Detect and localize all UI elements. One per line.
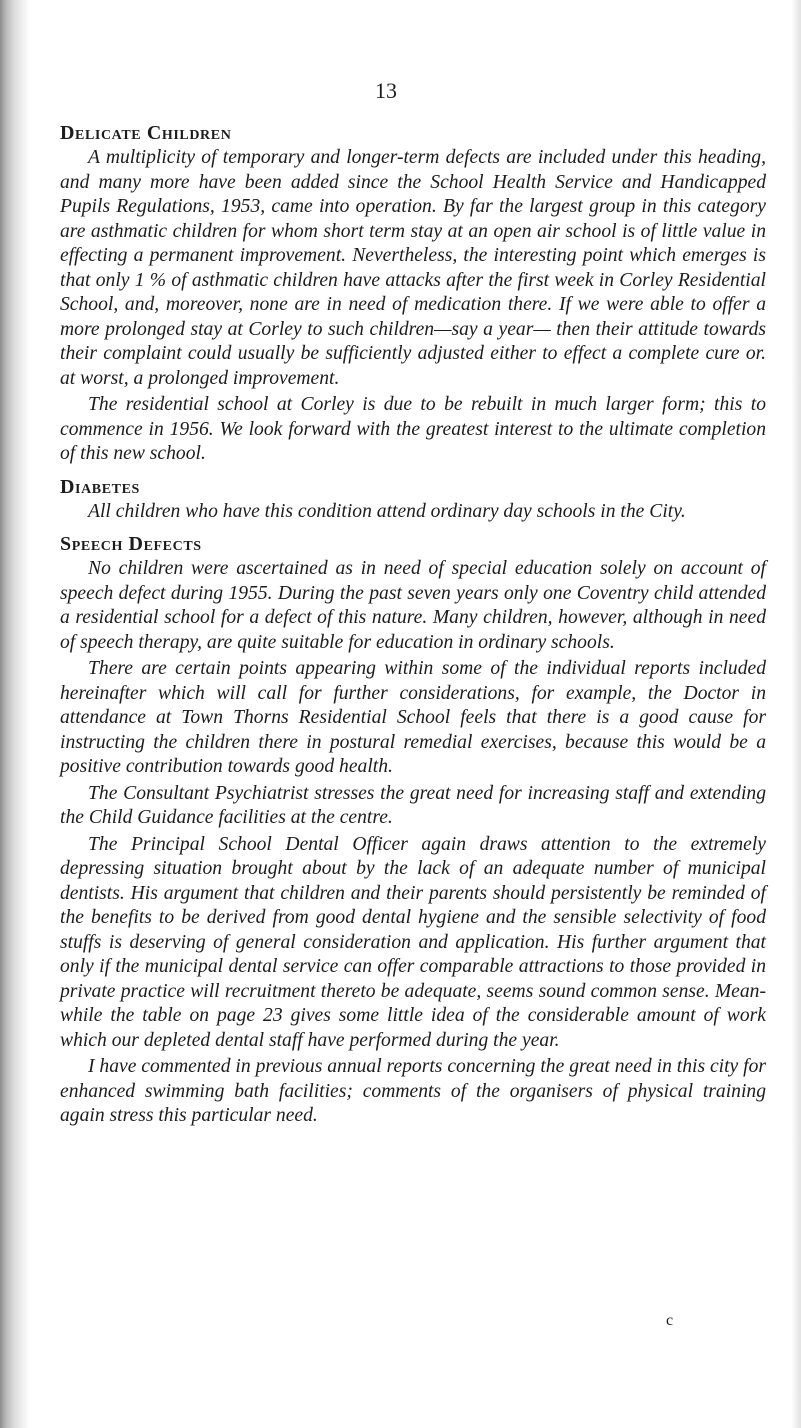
page-edge-right — [791, 0, 801, 1428]
section-heading: Diabetes — [60, 475, 140, 498]
section-heading: Delicate Children — [60, 122, 232, 144]
paragraph: I have commented in previous annual reports concerning the great need in this city for enhanced swimming bath facilities; comments of the organisers of physical training again stress this particular need. — [60, 1056, 767, 1126]
paragraph: The Principal School Dental Officer again draws attention to the extremely depressing situation brought about by the lack of an adequate number of municipal dentists. His argument that children and their parents should persistently be reminded of the benefits to be derived from good dental hygiene and the sensible selectivity of food stuffs is deserving of general consideration and application. His further argument that only if the municipal dental service can offer comparable attractions to those provided in private practice will recruitment thereto be adequate, seems sound common sense. Mean-while the table on page 23 gives some little idea of the considerable amount of work which our depleted dental staff have performed during the year. — [60, 833, 766, 1051]
page-edge-shadow — [0, 0, 30, 1428]
section-delicate-children — [60, 120, 766, 467]
section-heading: Speech Defects — [60, 533, 202, 555]
paragraph: No children were ascertained as in need of special education solely on account of speech defect during 1955. During the past seven years only one Coventry child attended a residential school for a defect of this nature. Many children, however, although in need of speech therapy, are quite suitable for education in ordinary schools. — [60, 558, 766, 653]
paragraph: A multiplicity of temporary and longer-term defects are included under this heading, and many more have been added since the School Health Service and Handicapped Pupils Regulations, 1953, came into operation. By far the largest group in this category are asthmatic children for whom short term stay at an open air school is of little value in effecting a permanent improvement. Nevertheless, the interesting point which emerges is that only 1 % of asthmatic children have attacks after the first week in Corley Residential School, and, moreover, none are in need of medication there. If we were able to offer a more prolonged stay at Corley to such children—say a year— then their attitude towards their complaint could usually be sufficiently adjusted either to effect a complete cure or. at worst, a prolonged improvement. — [60, 147, 766, 389]
document-body — [60, 120, 766, 1129]
signature-mark: c — [666, 1312, 674, 1329]
section-speech-defects — [60, 531, 766, 1129]
section-diabetes — [60, 474, 766, 525]
page-number: 13 — [375, 78, 397, 103]
paragraph: All children who have this condition attend ordinary day schools in the City. — [88, 500, 686, 522]
paragraph: There are certain points appearing within some of the individual reports included hereinafter which will call for further considerations, for example, the Doctor in attendance at Town Thorns Residential School feels that there is a good cause for instructing the children there in postural remedial exercises, because this would be a positive contribution towards good health. — [60, 658, 766, 777]
paragraph: The residential school at Corley is due to be rebuilt in much larger form; this to commence in 1956. We look forward with the greatest interest to the ultimate completion of this new school. — [60, 394, 766, 464]
paragraph: The Consultant Psychiatrist stresses the great need for increasing staff and extending the Child Guidance facilities at the centre. — [60, 782, 766, 828]
